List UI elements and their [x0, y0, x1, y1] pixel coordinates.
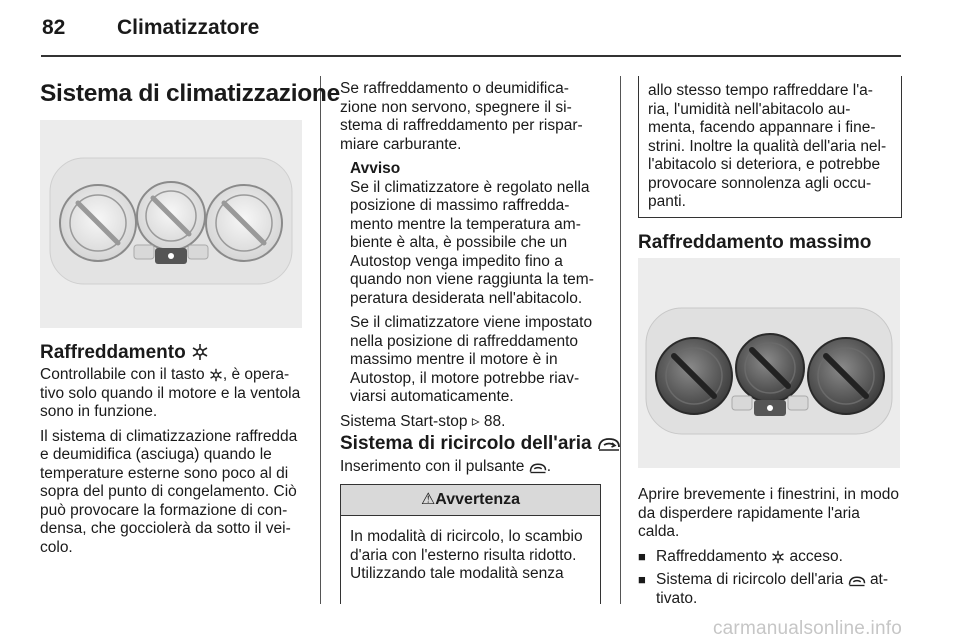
max-cooling-panel-image — [638, 258, 900, 468]
snowflake-icon — [771, 550, 785, 564]
recirc-heading: Sistema di ricircolo dell'aria — [340, 433, 621, 455]
note-paragraph-2: Se il climatizzatore viene impostato nella posizione di raffreddamento massimo mentre il motore è in Autostop, il motore potrebbe riav-viarsi automaticamente. — [350, 314, 593, 405]
recirculation-icon — [848, 575, 866, 587]
note-paragraph-1: Se il climatizzatore è regolato nella posizione di massimo raffredda-mento mentre la temperatura am-biente è alta, è possibile che un Autostop venga impedito fino a quando non viene raggiunta la tem-peratura desiderata nell'abitacolo. — [350, 178, 594, 307]
recirculation-icon — [529, 462, 547, 474]
snowflake-icon — [191, 343, 209, 361]
max-cooling-text: Aprire brevemente i finestrini, in modo da disperdere rapidamente l'aria calda. ■ Raffreddamento acceso. ■ Sistema di ricircolo dell'aria at-tivato. — [638, 486, 904, 608]
recirculation-icon — [597, 436, 621, 452]
climate-panel-image — [40, 120, 302, 328]
bullet-recirc-on: ■ Sistema di ricircolo dell'aria at-tivato. — [638, 571, 904, 608]
page-ref-arrow-icon: ▹ — [471, 412, 480, 430]
warning-box-continued — [638, 76, 902, 218]
cooling-heading: Raffreddamento — [40, 342, 209, 364]
bullet-cooling-on: ■ Raffreddamento acceso. — [638, 548, 904, 567]
column-divider-2 — [620, 76, 621, 604]
note-block — [340, 160, 605, 407]
col2-text: Se raffreddamento o deumidifica-zione non servono, spegnere il si-stema di raffreddamento per rispar-miare carburante. Avviso Se il climatizzatore è regolato nella posizione di massimo raffredda-mento mentre la temperatura am-biente è alta, è possibile che un Autostop venga impedito fino a quando non viene raggiunta la tem-peratura desiderata nell'abitacolo. Se il climatizzatore viene impostato nella posizione di raffreddamento massimo mentre il motore è in Autostop, il motore potrebbe riav-viarsi automaticamente. Sistema Start-stop ▹ 88. — [340, 80, 605, 437]
warning-icon: ⚠ — [420, 491, 436, 508]
startstop-reference: Sistema Start-stop ▹ 88. — [340, 412, 506, 430]
watermark: carmanualsonline.info — [712, 618, 902, 639]
chapter-title: Climatizzatore — [117, 16, 260, 39]
cooling-text: Controllabile con il tasto , è opera-tivo solo quando il motore e la ventola sono in funzione. Il sistema di climatizzazione raffredda e deumidifica (asciuga) quando le temperature esterne sono poco al di sopra del punto di congelamento. Ciò può provocare la formazione di con-densa, che gocciolerà da sotto il vei-colo. — [40, 366, 301, 556]
max-cooling-heading: Raffreddamento massimo — [638, 232, 872, 253]
recirc-intro: Inserimento con il pulsante . — [340, 458, 552, 475]
section-title: Sistema di climatizzazione — [40, 80, 340, 107]
snowflake-icon — [209, 368, 223, 382]
note-title: Avviso — [350, 160, 401, 177]
warning-header: ⚠Avvertenza — [341, 485, 600, 516]
page-number: 82 — [42, 16, 66, 39]
warning-text: In modalità di ricircolo, lo scambio d'aria con l'esterno risulta ridotto. Utilizzando tale modalità senza — [350, 528, 583, 582]
column-divider-1 — [320, 76, 321, 604]
warning-text-continued: allo stesso tempo raffreddare l'a-ria, l'umidità nell'abitacolo au-menta, facendo appannare i fine-strini. Inoltre la qualità dell'aria nel-l'abitacolo si deteriora, e potrebbe provocare sonnolenza agli occu-panti. — [648, 82, 887, 210]
warning-box — [340, 484, 601, 604]
header-divider — [41, 55, 901, 57]
